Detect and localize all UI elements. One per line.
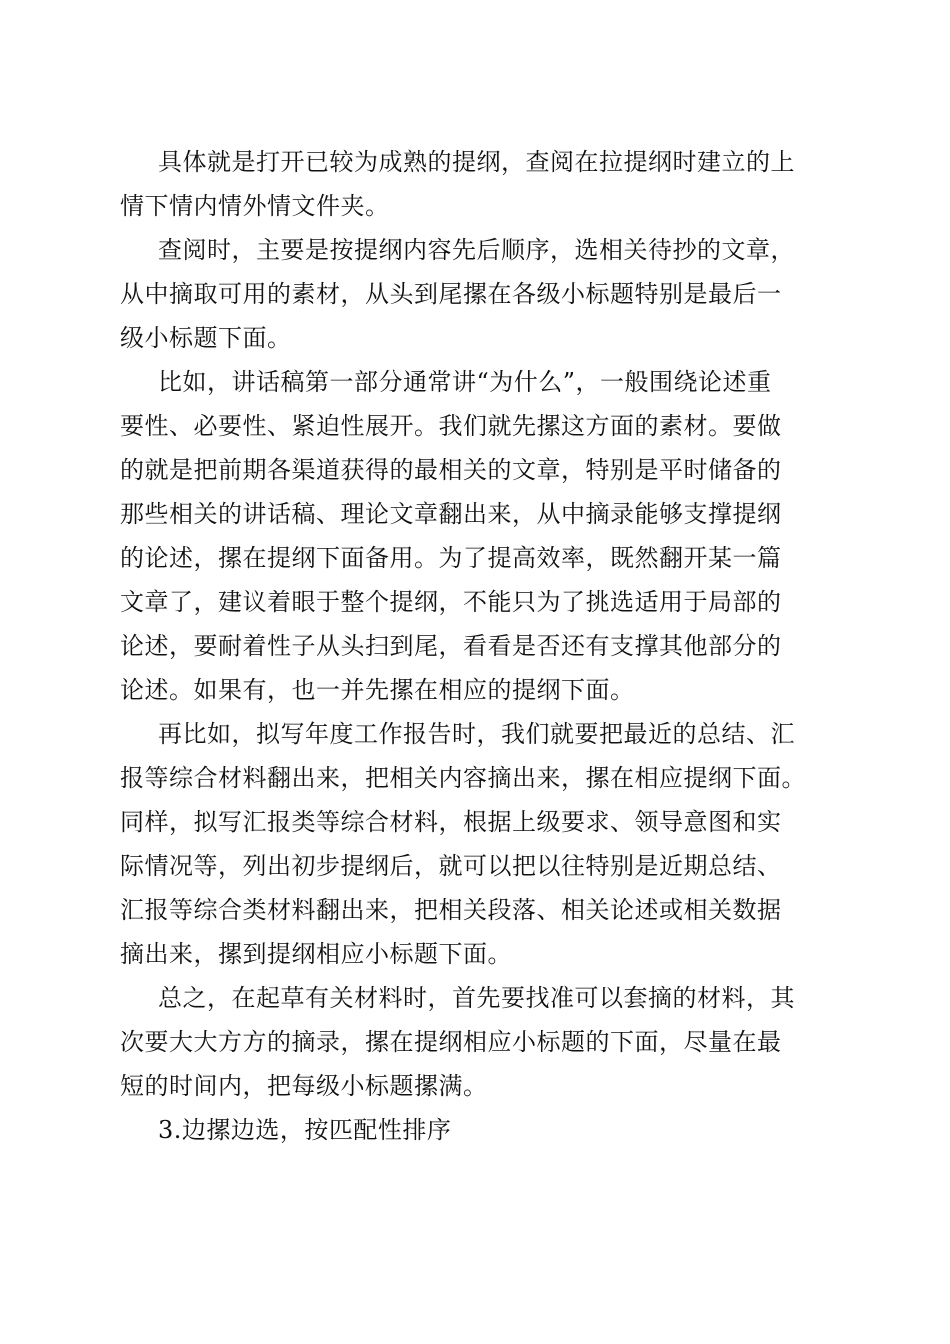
- text-line: 文章了，建议着眼于整个提纲，不能只为了挑选适用于局部的: [120, 588, 782, 616]
- text-line: 比如，讲话稿第一部分通常讲“为什么”，一般围绕论述重: [158, 368, 772, 396]
- text-line: 论述。如果有，也一并先摞在相应的提纲下面。: [120, 676, 635, 704]
- section-heading: 3.边摞边选，按匹配性排序: [158, 1116, 452, 1144]
- text-line: 级小标题下面。: [120, 324, 292, 352]
- text-line: 摘出来，摞到提纲相应小标题下面。: [120, 940, 512, 968]
- text-line: 再比如，拟写年度工作报告时，我们就要把最近的总结、汇: [158, 720, 795, 748]
- text-line: 要性、必要性、紧迫性展开。我们就先摞这方面的素材。要做: [120, 412, 782, 440]
- text-line: 的论述，摞在提纲下面备用。为了提高效率，既然翻开某一篇: [120, 544, 782, 572]
- text-line: 报等综合材料翻出来，把相关内容摘出来，摞在相应提纲下面。: [120, 764, 806, 792]
- text-line: 论述，要耐着性子从头扫到尾，看看是否还有支撑其他部分的: [120, 632, 782, 660]
- text-line: 总之，在起草有关材料时，首先要找准可以套摘的材料，其: [158, 984, 795, 1012]
- text-line: 情下情内情外情文件夹。: [120, 192, 390, 220]
- text-line: 那些相关的讲话稿、理论文章翻出来，从中摘录能够支撑提纲: [120, 500, 782, 528]
- text-line: 具体就是打开已较为成熟的提纲，查阅在拉提纲时建立的上: [158, 148, 795, 176]
- text-line: 的就是把前期各渠道获得的最相关的文章，特别是平时储备的: [120, 456, 782, 484]
- text-line: 际情况等，列出初步提纲后，就可以把以往特别是近期总结、: [120, 852, 782, 880]
- text-line: 汇报等综合类材料翻出来，把相关段落、相关论述或相关数据: [120, 896, 782, 924]
- text-line: 同样，拟写汇报类等综合材料，根据上级要求、领导意图和实: [120, 808, 782, 836]
- text-line: 次要大大方方的摘录，摞在提纲相应小标题的下面，尽量在最: [120, 1028, 782, 1056]
- text-line: 从中摘取可用的素材，从头到尾摞在各级小标题特别是最后一: [120, 280, 782, 308]
- text-line: 短的时间内，把每级小标题摞满。: [120, 1072, 488, 1100]
- text-line: 查阅时，主要是按提纲内容先后顺序，选相关待抄的文章，: [158, 236, 795, 264]
